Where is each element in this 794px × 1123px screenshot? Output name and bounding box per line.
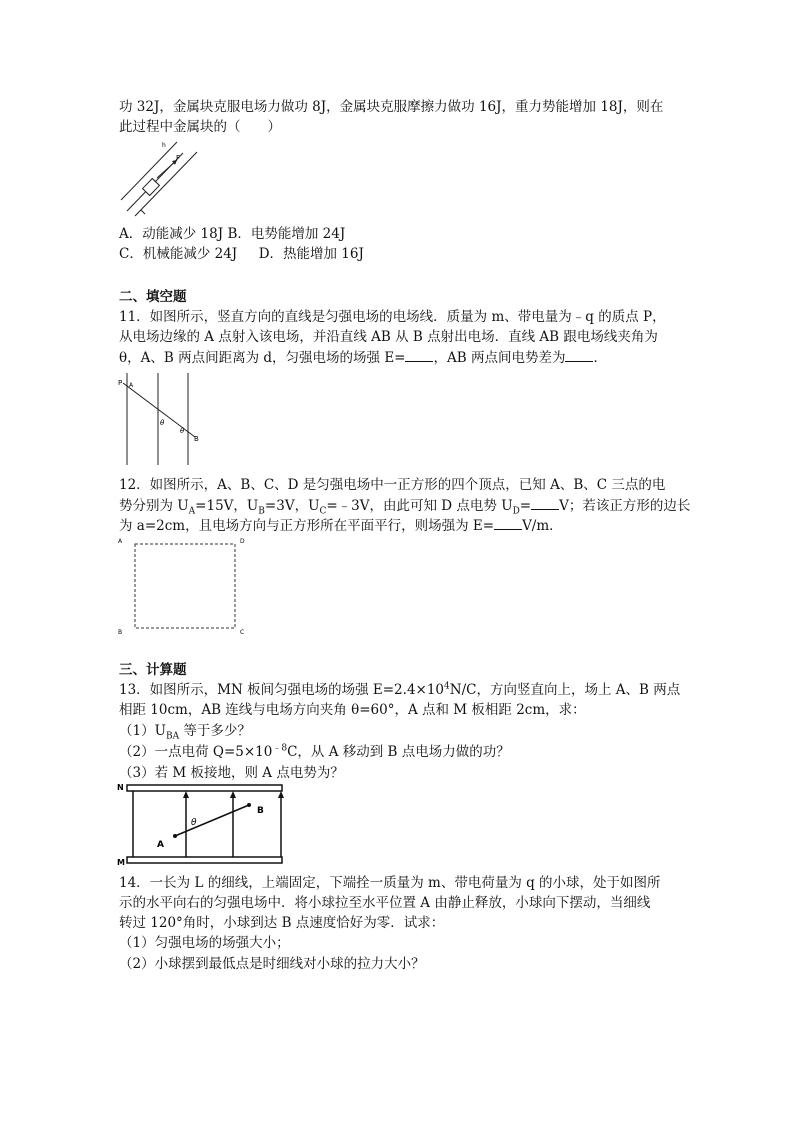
q11-text-line3-part-b: ，AB 两点间电势差为 xyxy=(433,350,566,366)
q11-blank-field-strength[interactable] xyxy=(405,347,433,362)
q11-field-figure xyxy=(117,373,207,465)
q12-sub-c: C xyxy=(319,506,327,517)
q13-line1-sup: 4 xyxy=(444,681,450,692)
q12-blank-potential-d[interactable] xyxy=(531,495,559,510)
q13-sub2-part-b: C，从 A 移动到 B 点电场力做的功？ xyxy=(287,744,510,760)
q11-text-line2: 从电场边缘的 A 点射入该电场，并沿直线 AB 从 B 点射出电场．直线 AB 跟电场线夹角为 xyxy=(119,329,658,345)
q12-sub-a: A xyxy=(188,506,196,517)
q12-line2-part-c: =3V，U xyxy=(264,498,320,514)
q13-sub-question-3: （3）若 M 板接地，则 A 点电势为？ xyxy=(119,765,344,781)
q14-sub-question-2: （2）小球摆到最低点是时细线对小球的拉力大小？ xyxy=(119,956,425,972)
q11-blank-potential-difference[interactable] xyxy=(565,347,593,362)
q11-text-line1: 11．如图所示，竖直方向的直线是匀强电场的电场线．质量为 m、带电量为﹣q 的质点 P， xyxy=(119,309,666,325)
q13-fig-label-b: B xyxy=(257,806,264,816)
q11-fig-label-a: A xyxy=(129,382,134,389)
q11-text-line3 xyxy=(119,347,607,368)
section-fill-in-title: 二、填空题 xyxy=(119,289,187,305)
q12-fig-label-d: D xyxy=(240,538,245,545)
q10-option-b: B．电势能增加 24J xyxy=(227,226,346,242)
q10-option-c: C．机械能减少 24J xyxy=(119,246,238,262)
q13-sub1-part-b: 等于多少？ xyxy=(179,723,251,739)
q12-line2-part-a: 势分别为 U xyxy=(119,498,189,514)
q12-sub-b: B xyxy=(258,506,265,517)
q11-text-line3-part-c: ． xyxy=(593,350,607,366)
q13-sub1-sub: BA xyxy=(165,731,180,742)
q14-text-line1: 14．一长为 L 的细线，上端固定，下端拴一质量为 m、带电荷量为 q 的小球，处于如图所 xyxy=(119,875,661,891)
q11-fig-theta-1: θ xyxy=(160,419,165,427)
q12-blank-field-strength[interactable] xyxy=(494,515,522,530)
q12-line3-part-b: V/m． xyxy=(522,518,563,534)
q10-text-line1: 功 32J，金属块克服电场力做功 8J，金属块克服摩擦力做功 16J，重力势能增加 18J，则在 xyxy=(119,99,664,115)
q10-incline-figure xyxy=(119,138,209,218)
q10-option-a: A．动能减少 18J xyxy=(119,226,224,242)
q13-line1-part-b: N/C，方向竖直向上，场上 A、B 两点 xyxy=(449,682,681,698)
q13-fig-label-n: N xyxy=(117,783,124,792)
q13-fig-label-m: M xyxy=(117,858,125,867)
q14-text-line3: 转过 120°角时，小球到达 B 点速度恰好为零．试求： xyxy=(119,915,445,931)
q12-fig-label-c: C xyxy=(240,629,245,636)
q12-line2-part-d: =﹣3V，由此可知 D 点电势 U xyxy=(326,498,513,514)
q11-text-line3-part-a: θ，A、B 两点间距离为 d，匀强电场的场强 E= xyxy=(119,350,406,366)
q11-fig-label-b: B xyxy=(194,435,199,443)
q13-plates-figure xyxy=(117,783,287,867)
q12-text-line2 xyxy=(119,495,690,516)
q12-text-line3 xyxy=(119,515,563,536)
q11-fig-label-p: P xyxy=(118,379,123,387)
q10-options-row1 xyxy=(119,224,345,244)
q13-fig-label-a: A xyxy=(157,840,164,850)
q12-text-line1: 12．如图所示，A、B、C、D 是匀强电场中一正方形的四个顶点，已知 A、B、C 三点的电 xyxy=(119,477,666,493)
q13-text-line2: 相距 10cm，AB 连线与电场方向夹角 θ=60°，A 点和 M 板相距 2cm，求： xyxy=(119,702,586,718)
q13-sub1-part-a: （1）U xyxy=(119,723,166,739)
q10-options-row2 xyxy=(119,244,364,264)
q14-sub-question-1: （1）匀强电场的场强大小； xyxy=(119,935,290,951)
q13-sub2-part-a: （2）一点电荷 Q=5×10 xyxy=(119,744,273,760)
q14-text-line2: 示的水平向右的匀强电场中．将小球拉至水平位置 A 由静止释放，小球向下摆动，当细线 xyxy=(119,895,651,911)
q10-fig-label-h: h xyxy=(162,142,166,149)
q13-sub2-sup: ﹣8 xyxy=(272,743,288,754)
q10-text-line2: 此过程中金属块的（ ） xyxy=(119,119,281,135)
q12-line2-part-b: =15V，U xyxy=(195,498,259,514)
q12-fig-label-b: B xyxy=(118,629,123,636)
q13-text-line1 xyxy=(119,680,680,700)
q12-line2-part-e: = xyxy=(519,498,532,514)
q12-sub-d: D xyxy=(512,506,520,517)
q10-fig-label-f: F xyxy=(176,154,181,162)
q11-fig-theta-2: θ xyxy=(180,427,185,435)
q13-sub-question-2 xyxy=(119,742,510,762)
q13-fig-theta: θ xyxy=(191,818,197,828)
q13-sub-question-1 xyxy=(119,721,251,741)
q10-option-d: D．热能增加 16J xyxy=(258,246,364,262)
section-calculation-title: 三、计算题 xyxy=(119,662,187,678)
q12-fig-label-a: A xyxy=(118,538,123,545)
q12-square-figure xyxy=(117,537,249,637)
q13-line1-part-a: 13．如图所示，MN 板间匀强电场的场强 E=2.4×10 xyxy=(119,682,445,698)
q12-line3-part-a: 为 a=2cm，且电场方向与正方形所在平面平行，则场强为 E= xyxy=(119,518,495,534)
q12-line2-part-f: V；若该正方形的边长 xyxy=(559,498,691,514)
